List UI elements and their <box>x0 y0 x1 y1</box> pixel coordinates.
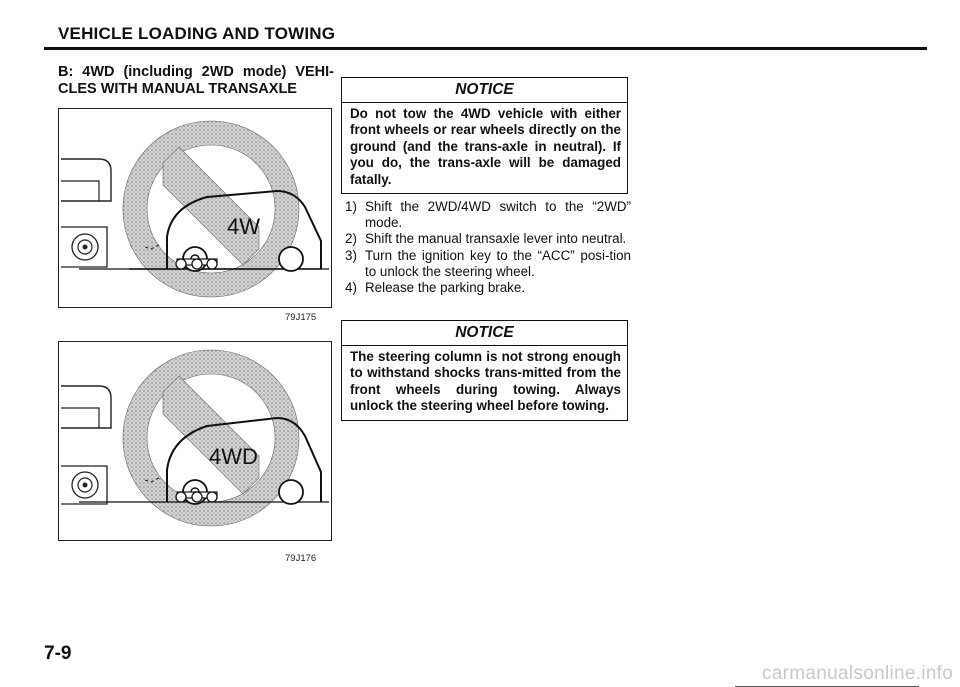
page-number: 7-9 <box>44 643 72 664</box>
drive-badge-label: 4WD <box>209 444 258 469</box>
list-item: 4) Release the parking brake. <box>345 280 526 296</box>
figure-code-1: 79J175 <box>285 312 317 323</box>
notice-heading: NOTICE <box>342 321 627 346</box>
towing-steps-list <box>341 199 631 296</box>
header-rule <box>44 47 927 50</box>
tow-figure-2 <box>58 341 332 541</box>
watermark: carmanualsonline.info <box>762 663 954 684</box>
notice-text: The steering column is not strong enough to withstand shocks trans-mitted from the front wheels during towing. Always unlock the steering wheel before towing. <box>350 349 621 414</box>
notice-box-steering <box>341 320 628 421</box>
notice-heading: NOTICE <box>342 78 627 103</box>
section-title: B: 4WD (including 2WD mode) VEHI-CLES WITH MANUAL TRANSAXLE <box>58 64 334 97</box>
figure-code-2: 79J176 <box>285 553 317 564</box>
list-item: 3) Turn the ignition key to the “ACC” posi-tion to unlock the steering wheel. <box>345 247 631 279</box>
tow-figure-1 <box>58 108 332 308</box>
notice-text: Do not tow the 4WD vehicle with either front wheels or rear wheels directly on the ground (and the trans-axle in neutral). If you do, the trans-axle will be damaged fatally. <box>350 106 621 187</box>
page-header-title: VEHICLE LOADING AND TOWING <box>58 24 336 43</box>
drive-badge-label: 4W <box>227 214 260 239</box>
list-item: 1) Shift the 2WD/4WD switch to the “2WD” mode. <box>345 199 631 231</box>
notice-box-tow <box>341 77 628 194</box>
no-tow-4wd-icon <box>59 342 331 541</box>
list-item: 2) Shift the manual transaxle lever into neutral. <box>345 231 627 247</box>
no-tow-4wd-icon <box>59 109 331 307</box>
